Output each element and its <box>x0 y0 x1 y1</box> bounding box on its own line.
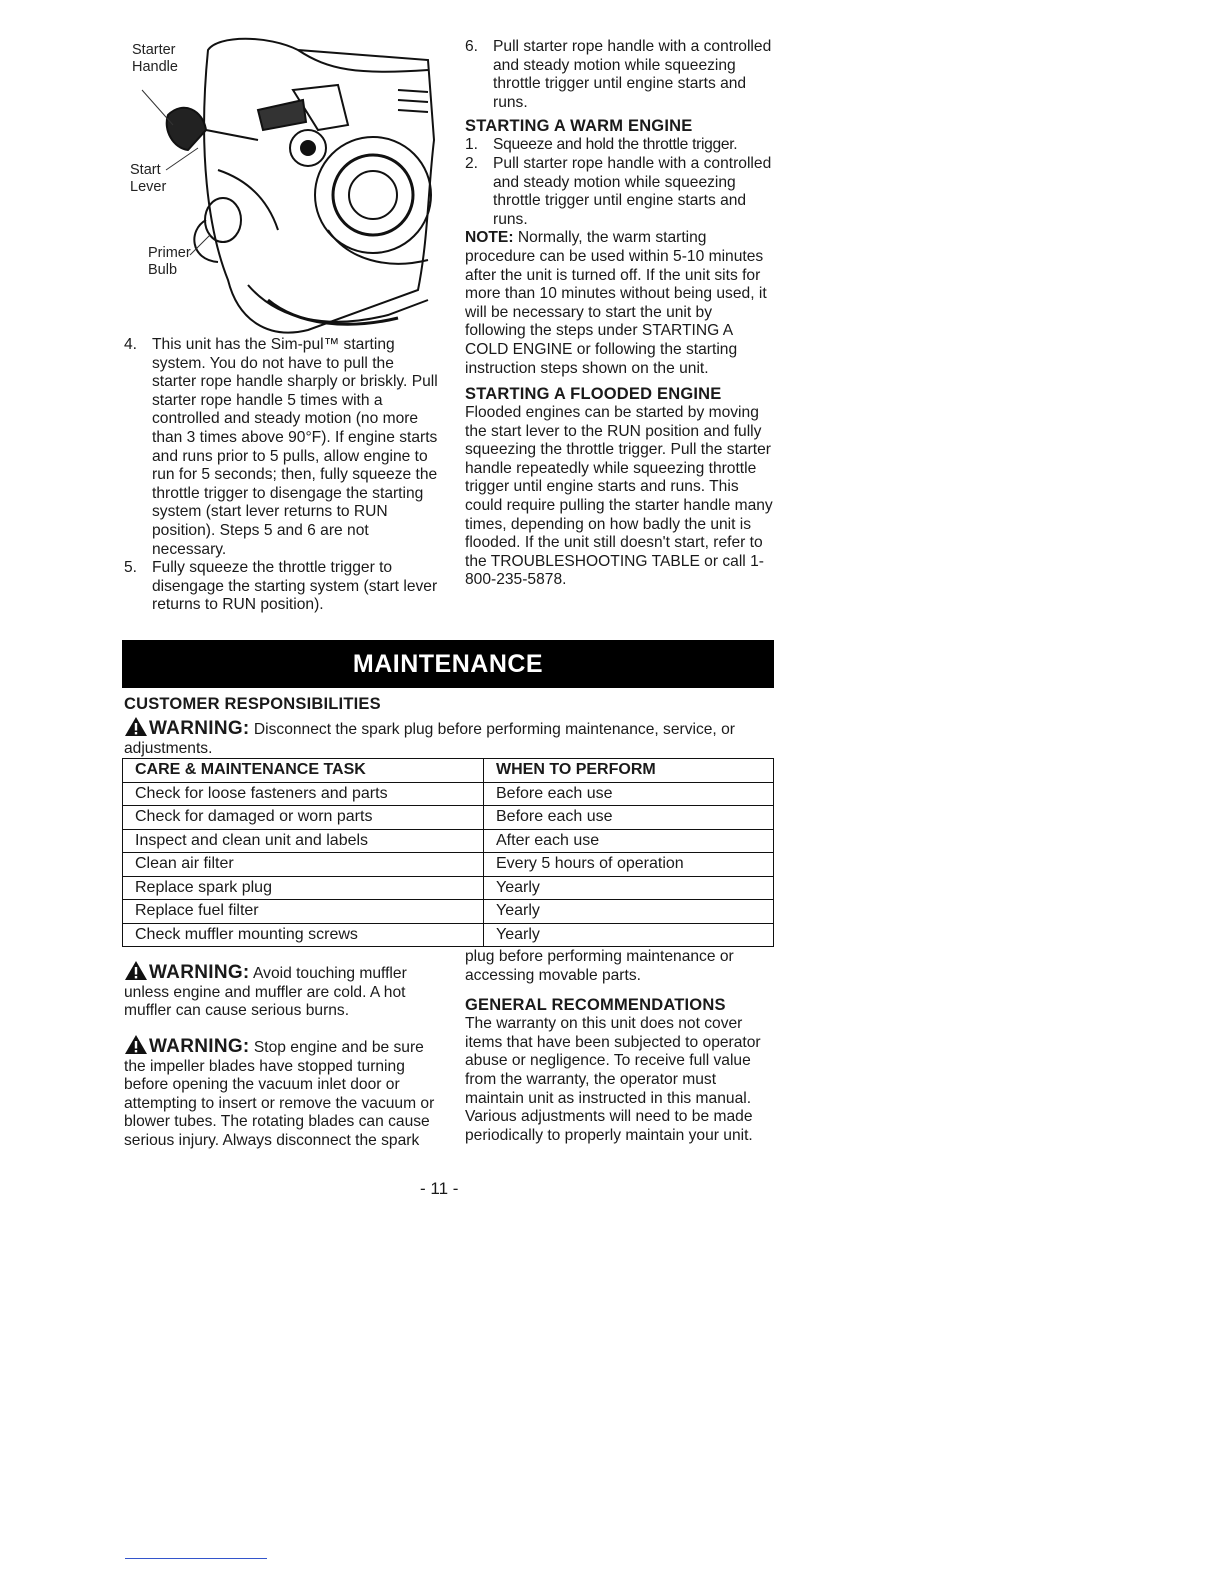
table-row <box>123 806 774 830</box>
lower-right-column <box>465 948 775 1145</box>
step-6 <box>465 38 775 112</box>
warm-step-2 <box>465 155 775 229</box>
table-cell-when: Yearly <box>484 923 774 947</box>
maintenance-table <box>122 758 774 947</box>
step-5-number: 5. <box>124 559 138 577</box>
table-cell-when: Before each use <box>484 806 774 830</box>
table-row <box>123 923 774 947</box>
label-primer-bulb: Primer Bulb <box>148 245 191 278</box>
step-5-text: Fully squeeze the throttle trigger to disengage the starting system (start lever returns to RUN position). <box>152 559 438 614</box>
flooded-engine-heading: STARTING A FLOODED ENGINE <box>465 385 722 404</box>
table-cell-task: Replace spark plug <box>123 876 484 900</box>
note-paragraph <box>465 229 775 378</box>
warning-impeller-continued: plug before performing maintenance or accessing movable parts. <box>465 948 734 984</box>
warning-muffler <box>124 960 436 1021</box>
warm-engine-heading: STARTING A WARM ENGINE <box>465 117 693 136</box>
warm-step-2-number: 2. <box>465 154 479 172</box>
table-row <box>123 900 774 924</box>
label-starter-handle: Starter Handle <box>132 42 178 75</box>
warning-label: WARNING: <box>149 962 250 983</box>
warm-step-1-number: 1. <box>465 136 479 154</box>
label-start-lever: Start Lever <box>130 162 167 195</box>
left-column <box>124 336 438 615</box>
warning-impeller <box>124 1034 436 1151</box>
table-cell-when: Before each use <box>484 782 774 806</box>
warm-step-1 <box>465 136 775 155</box>
customer-responsibilities-heading: CUSTOMER RESPONSIBILITIES <box>124 695 381 713</box>
table-row <box>123 829 774 853</box>
warm-step-2-text: Pull starter rope handle with a controlled and steady motion while squeezing throttle trigger until engine starts and runs. <box>493 154 772 228</box>
warning-impeller-text: Stop engine and be sure the impeller blades have stopped turning before opening the vacuum inlet door or attempting to insert or remove the vacuum or blower tubes. The rotating blades can cause serious injury. Always disconnect the spark <box>124 1039 435 1149</box>
step-4-number: 4. <box>124 336 138 353</box>
warning-muffler-text: Avoid touching muffler unless engine and muffler are cold. A hot muffler can cause serious burns. <box>124 965 407 1020</box>
step-6-text: Pull starter rope handle with a controlled and steady motion while squeezing throttle trigger until engine starts and runs. <box>493 38 772 111</box>
table-header-row <box>123 759 774 783</box>
note-label: NOTE: <box>465 229 514 247</box>
note-text: Normally, the warm starting procedure can be used within 5-10 minutes after the unit is turned off. If the unit sits for more than 10 minutes without being used, it will be necessary to start the unit by following the steps under STARTING A COLD ENGINE or following the starting instruction steps shown on the unit. <box>465 229 767 377</box>
table-cell-task: Check for loose fasteners and parts <box>123 782 484 806</box>
table-cell-task: Clean air filter <box>123 853 484 877</box>
footer-rule <box>125 1558 267 1559</box>
table-cell-when: Yearly <box>484 876 774 900</box>
table-cell-task: Inspect and clean unit and labels <box>123 829 484 853</box>
table-row <box>123 853 774 877</box>
table-cell-when: Yearly <box>484 900 774 924</box>
maintenance-banner: MAINTENANCE <box>122 640 774 688</box>
table-cell-task: Check muffler mounting screws <box>123 923 484 947</box>
table-cell-task: Check for damaged or worn parts <box>123 806 484 830</box>
step-4 <box>124 336 438 559</box>
page-number: - 11 - <box>420 1179 459 1198</box>
table-cell-when: Every 5 hours of operation <box>484 853 774 877</box>
step-4-text: This unit has the Sim-pul™ starting system. You do not have to pull the starter rope handle sharply or briskly. Pull starter rope handle 5 times with a controlled and steady motion (no more than 3 times above 90°F). If engine starts and runs prior to 5 pulls, allow engine to run for 5 seconds; then, fully squeeze the throttle trigger to disengage the starting system (start lever returns to RUN position). Steps 5 and 6 are not necessary. <box>152 336 438 558</box>
table-row <box>123 876 774 900</box>
engine-illustration <box>128 30 440 342</box>
general-recommendations-text: The warranty on this unit does not cover items that have been subjected to operator abuse or negligence. To receive full value from the warranty, the operator must maintain unit as instructed in this manual. Various adjustments will need to be made periodically to properly maintain your unit. <box>465 1015 761 1144</box>
table-cell-when: After each use <box>484 829 774 853</box>
warning-disconnect-text: Disconnect the spark plug before performing maintenance, service, or adjustments. <box>124 721 735 757</box>
warning-triangle-icon <box>124 716 148 737</box>
flooded-engine-text: Flooded engines can be started by moving the start lever to the RUN position and fully squeezing the throttle trigger. Pull the starter handle repeatedly while squeezing throttle trigger until engine starts and runs. This could require pulling the starter handle many times, depending on how badly the unit is flooded. If the unit still doesn't start, refer to the TROUBLESHOOTING TABLE or call 1-800-235-5878. <box>465 404 773 589</box>
table-header-when: WHEN TO PERFORM <box>484 759 774 783</box>
table-header-task: CARE & MAINTENANCE TASK <box>123 759 484 783</box>
warning-triangle-icon <box>124 1034 148 1055</box>
engine-figure <box>128 30 440 342</box>
warning-label: WARNING: <box>149 1036 250 1057</box>
warm-step-1-text: Squeeze and hold the throttle trigger. <box>493 136 738 154</box>
table-row <box>123 782 774 806</box>
warning-triangle-icon <box>124 960 148 981</box>
warning-disconnect <box>124 716 774 758</box>
table-cell-task: Replace fuel filter <box>123 900 484 924</box>
step-6-number: 6. <box>465 38 479 55</box>
step-5 <box>124 559 438 615</box>
right-column <box>465 38 775 590</box>
general-recommendations-heading: GENERAL RECOMMENDATIONS <box>465 996 726 1015</box>
warning-label: WARNING: <box>149 718 250 739</box>
